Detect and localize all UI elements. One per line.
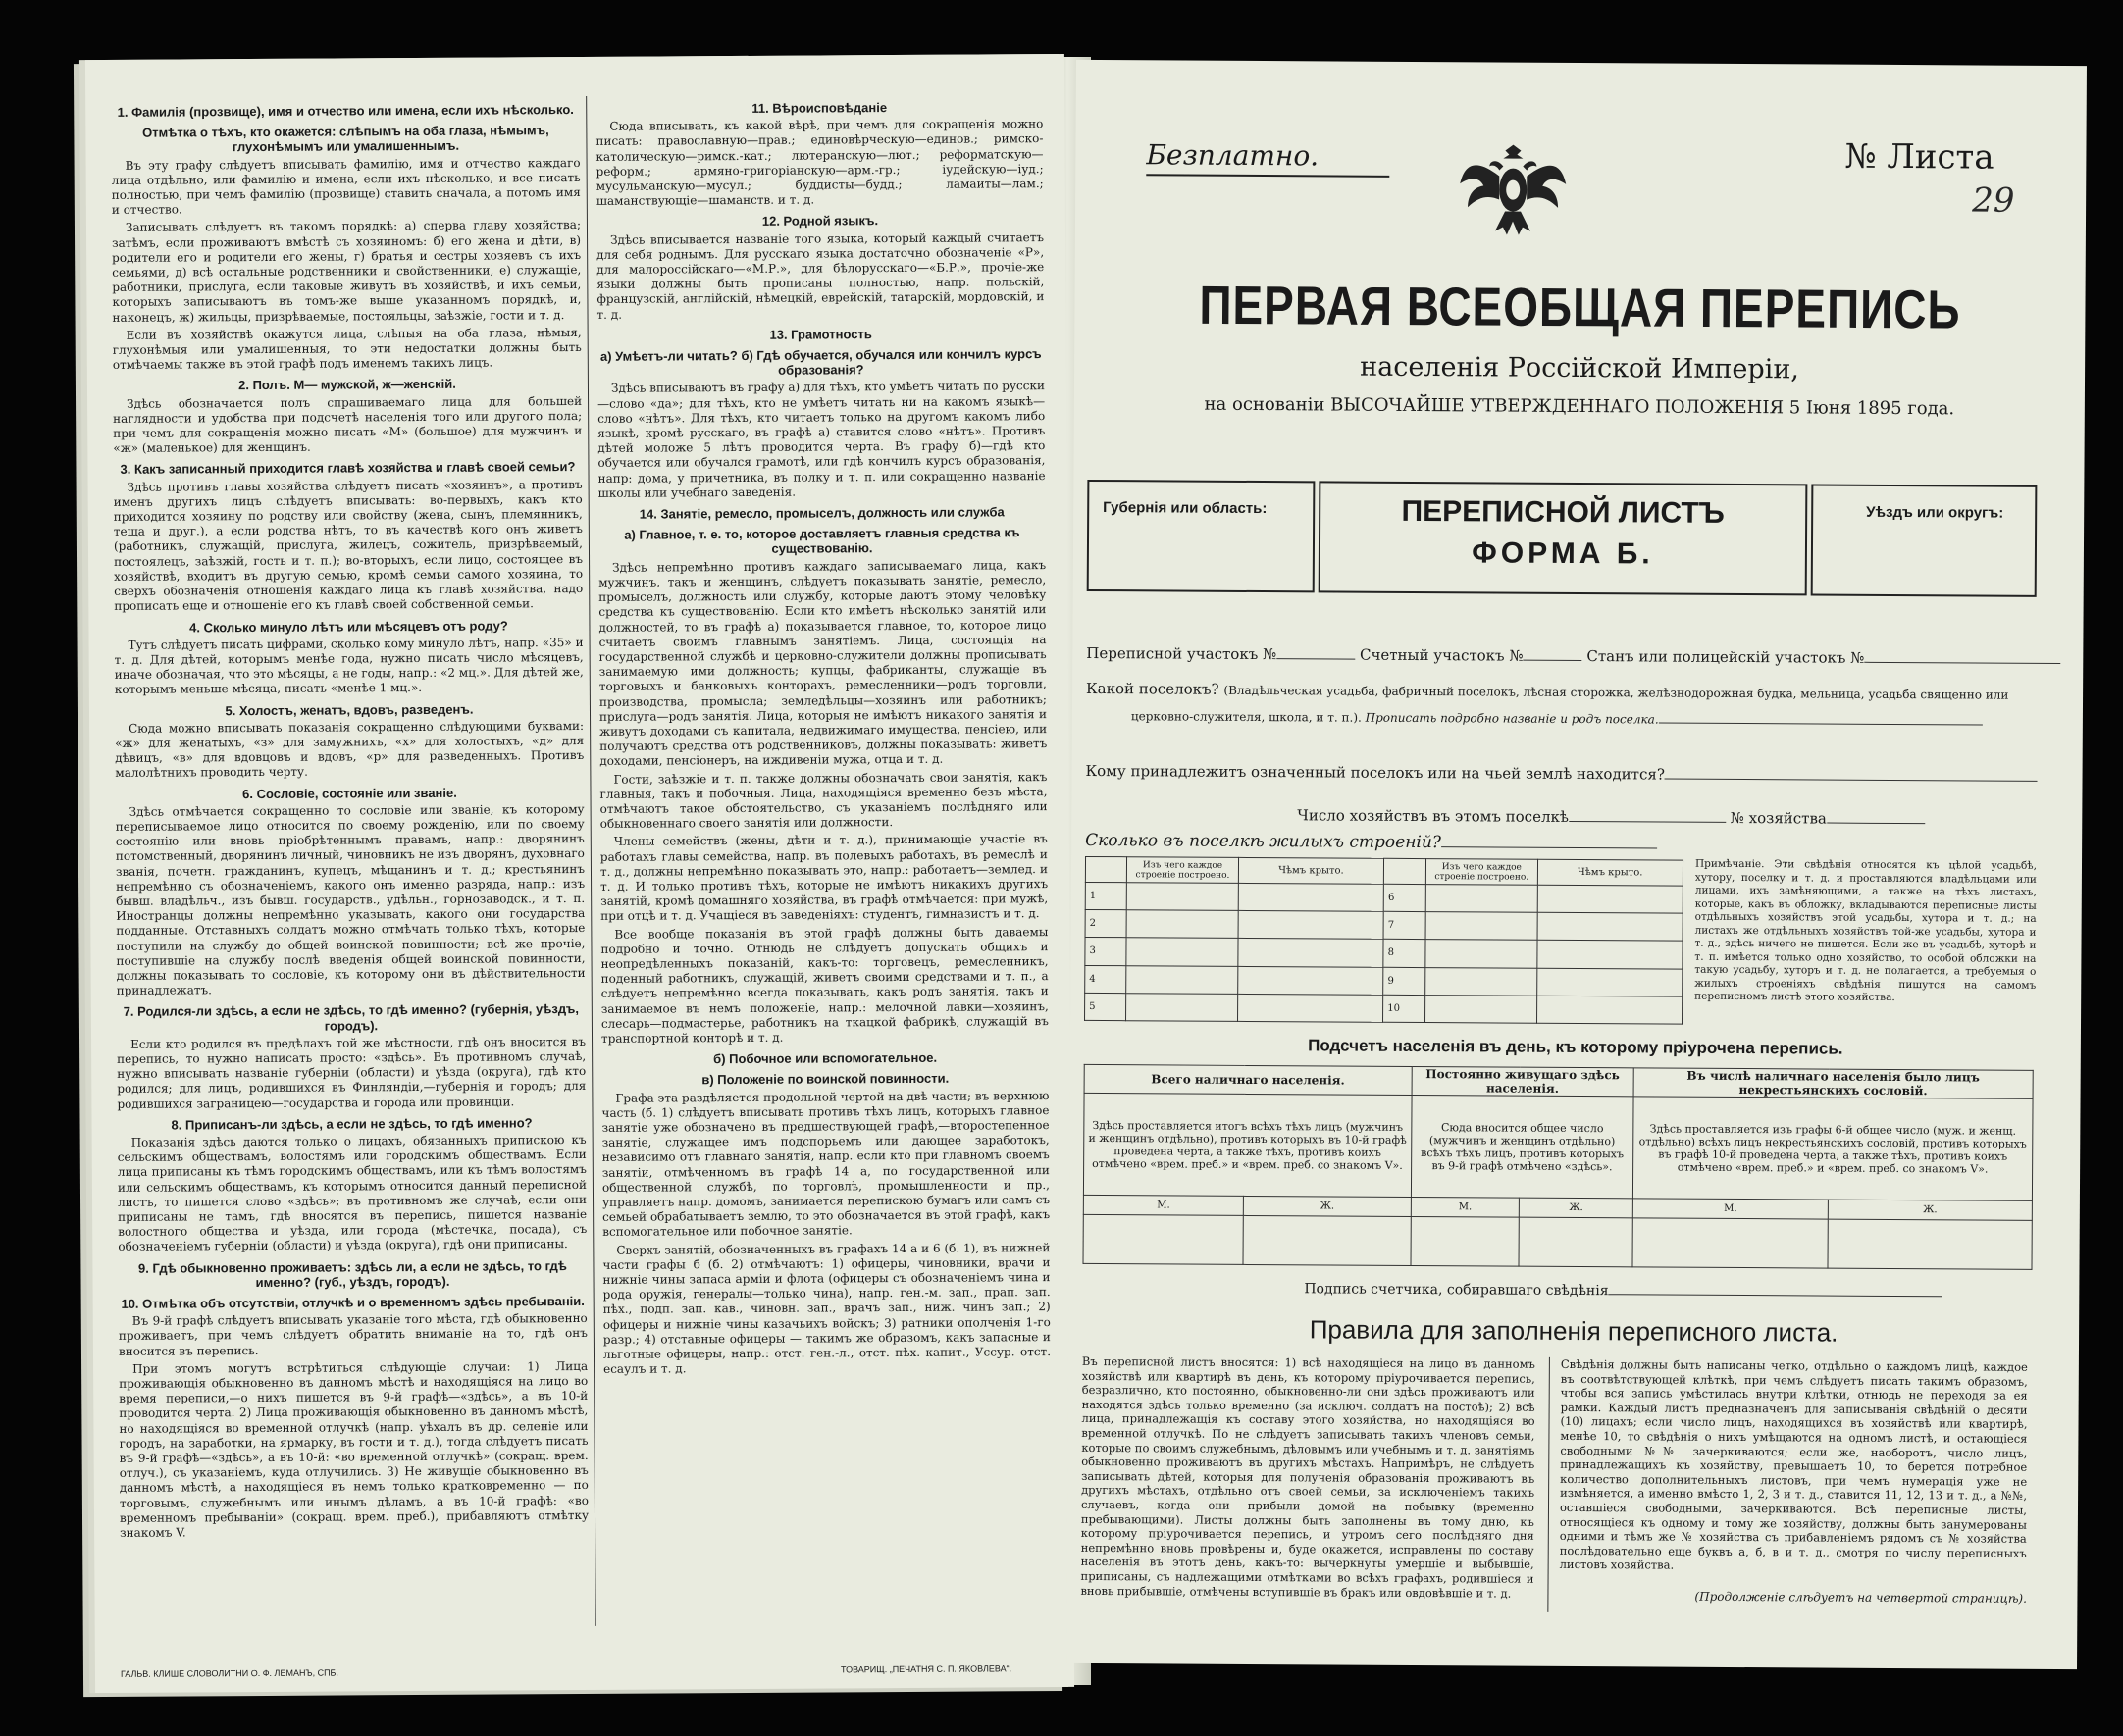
section-heading: 5. Холостъ, женатъ, вдовъ, разведенъ.: [225, 701, 474, 718]
instruction-paragraph: Гости, заѣзжіе и т. п. также должны обозначать свои занятія, какъ главныя, такъ и побочныя. Лица, находящіяся временно безъ мѣста, отмѣчаютъ такое обстоятельство, съ указаніемъ послѣдняго или обыкновеннаго своего занятія или должности.: [599, 769, 1048, 832]
row-number: 4: [1085, 965, 1126, 993]
count-district-label: Счетный участокъ №: [1359, 645, 1524, 665]
instruction-paragraph: Графа эта раздѣляется продольной чертой на двѣ части; въ верхнюю часть (б. 1) слѣдуетъ вписывать противъ тѣхъ лицъ, которыхъ главное занятіе уже обозначено въ предшествующей графѣ,—второстепенное занятіе, служащее имъ подспорьемъ или дающее заработокъ, независимо отъ главнаго занятія, напр. если кто при главномъ своемъ занятіи, отмѣченномъ въ графѣ 14 а, по государственной или общественной службѣ, по торговлѣ, промышленности и пр., управляетъ напр. домомъ, занимается перепискою бумагъ или самъ съ семьей обрабатываетъ землю, то это обозначается въ этой графѣ, какъ вспомогательное или побочное занятіе.: [601, 1088, 1051, 1240]
section-heading: 11. Вѣроисповѣданіе: [751, 100, 888, 116]
rules-title: Правила для заполненія переписного листа.: [1309, 1314, 1838, 1348]
roof-header-2: Чѣмъ крыто.: [1537, 859, 1683, 886]
settlement-hint-3: Прописать подробно названіе и родъ поселка.: [1365, 710, 1659, 727]
section-heading: 14. Занятіе, ремесло, промыселъ, должность или служба: [639, 504, 1005, 522]
section-heading: 7. Родился-ли здѣсь, а если не здѣсь, то гдѣ именно? (губернія, уѣздъ, городъ).: [123, 1001, 580, 1034]
male-header: М.: [1083, 1195, 1243, 1215]
section-heading: 1. Фамилія (прозвище), имя и отчество или имена, если ихъ нѣсколько.: [117, 102, 574, 120]
instruction-paragraph: Тутъ слѣдуетъ писать цифрами, сколько кому минуло лѣтъ, напр. «35» и т. д. Для дѣтей, которымъ менѣе года, нужно писать число мѣсяцевъ, иначе обозначая, что это мѣсяцы, а не годы, напр.: «2 мц.». Для дѣтей же, которымъ меньше мѣсяца, писать «менѣе 1 мц.».: [114, 635, 584, 697]
instruction-paragraph: Показанія здѣсь даются только о лицахъ, обязанныхъ припискою къ сельскимъ обществамъ, волостямъ или городскимъ обществамъ. Если лица приписаны къ тѣмъ городскимъ обществамъ, или къ тѣмъ волостямъ или сельскимъ обществамъ, къ которымъ относится данный переписной листъ, то пишется слово «здѣсь»; въ противномъ же случаѣ, если они приписаны не тамъ, гдѣ вносятся въ перепись, пишется названіе волостного общества и уѣзда, или города (мѣстечка, посада), съ обозначеніемъ губерніи (области) и уѣзда (округа), гдѣ они приписаны.: [117, 1132, 588, 1254]
instruction-paragraph: Если кто родился въ предѣлахъ той же мѣстности, гдѣ онъ вносится въ перепись, то нужно написать просто: «здѣсь». Въ противномъ случаѣ, нужно вписывать названіе губерніи (области) и уѣзда (округа), гдѣ кто родился; для лицъ, родившихся въ Финляндіи,—губернія и городъ; для родившихся заграницею—государства и города или провинціи.: [117, 1034, 587, 1111]
rules-left-column: Въ переписной листъ вносятся: 1) всѣ находящіеся на лицо въ данномъ хозяйствѣ или квартирѣ въ день, къ которому пріурочивается перепись, безразлично, кто постоянно, обыкновенно-ли они здѣсь проживаютъ или находятся здѣсь только временно (за исключ. солдатъ на постоѣ); 2) всѣ лица, принадлежащія къ составу этого хозяйства, но находящіяся во временной отлучкѣ. По не слѣдуетъ записывать такихъ членовъ семьи, которые по своимъ служебнымъ, дѣловымъ или учебнымъ и т. д. занятіямъ обыкновенно проживаютъ въ другихъ мѣстахъ. Напримѣръ, не слѣдуетъ записывать дѣтей, которыя для полученія образованія проживаютъ въ другихъ мѣстахъ, отдѣльно отъ своей семьи, за исключеніемъ такихъ случаевъ, когда они прибыли домой на побывку (временно пребывающими). Листы должны быть заполнены въ тому дню, къ которому пріурочивается перепись, и утромъ сего послѣдняго дня непремѣнно вновь провѣрены и, буде окажется, исправлены по составу населенія въ этотъ день, какъ-то: вычеркнуты умершіе и выбывшіе, приписаны, съ надлежащими отмѣтками во всѣхъ графахъ, родившіеся и вновь прибывшіе, отмѣчены вступившіе въ бракъ или овдовѣвшіе и т. д.: [1080, 1353, 1535, 1601]
population-count-table: [1083, 1064, 2034, 1270]
section-heading: Отмѣтка о тѣхъ, кто окажется: слѣпымъ на оба глаза, нѣмымъ, глухонѣмымъ или умалишеннымъ.: [142, 123, 549, 155]
row-number: 7: [1383, 911, 1425, 939]
female-header: Ж.: [1520, 1198, 1633, 1218]
buildings-note: Примѣчаніе. Эти свѣдѣнія относятся къ цѣлой усадьбѣ, хутору, поселку и т. д. и проставляются владѣльцами или лицами, ихъ замѣняющими, а также на тѣхъ листахъ, которые, какъ въ обложку, вкладываются переписные листы отдѣльныхъ хозяйствъ этой усадьбы, хутора и т. д.; на листахъ же отдѣльныхъ хозяйствъ той-же усадьбы, хутора и т. д., здѣсь ничего не пишется. Если же въ усадьбѣ, хуторѣ и т. п. имѣется только одно хозяйство, то особой обложки на такую усадьбу, хуторъ и т. д. не полагается, а требуемыя о жилыхъ строеніяхъ свѣдѣнія пишутся на самомъ переписномъ листѣ этого хозяйства.: [1694, 857, 2038, 1003]
printer-credit-left: ГАЛЬВ. КЛИШЕ СЛОВОЛИТНИ О. Ф. ЛЕМАНЪ, СПБ.: [120, 1667, 338, 1679]
section-heading: 12. Родной языкъ.: [761, 213, 879, 230]
free-of-charge-label: Безплатно.: [1146, 138, 1320, 173]
permanent-residents-text: Сюда вносится общее число (мужчинъ и женщинъ отдѣльно) всѣхъ тѣхъ лицъ, противъ которыхъ въ 9-й графѣ отмѣчено «здѣсь».: [1411, 1095, 1633, 1198]
settlement-hint: (Владѣльческая усадьба, фабричный поселокъ, лѣсная сторожка, желѣзнодорожная будка, мельница, усадьба священно или: [1223, 683, 2009, 702]
household-number-label: № хозяйства: [1730, 808, 1827, 828]
printer-credit-right: ТОВАРИЩ. „ПЕЧАТНЯ С. П. ЯКОВЛЕВА“.: [840, 1663, 1012, 1675]
signature-label: Подпись счетчика, собиравшаго свѣдѣнія: [1304, 1281, 1609, 1300]
form-variant: ФОРМА Б.: [1472, 536, 1654, 571]
section-heading: 2. Полъ. М— мужской, ж—женскій.: [238, 377, 456, 393]
rules-divider: [1547, 1357, 1550, 1612]
row-number: 10: [1383, 995, 1425, 1023]
free-underline: [1146, 174, 1389, 178]
section-heading: а) Главное, т. е. то, которое доставляетъ главныя средства къ существованію.: [624, 525, 1020, 557]
gubernia-box: [1087, 480, 1316, 592]
households-line: [1297, 806, 1925, 828]
instruction-paragraph: Здѣсь противъ главы хозяйства слѣдуетъ писать «хозяинъ», а противъ именъ другихъ лицъ слѣдуетъ вписывать: во-первыхъ, какъ кто приходится хозяину по родству или свойству (жена, сынъ, племянникъ, теща и друг.), а если родства нѣтъ, то въ качествѣ кого онъ живетъ (работникъ, служащій, прислуга, жилецъ, сожитель, призрѣваемый, постоялецъ, заѣзжій, гость и т. п.); во-вторыхъ, если лицо, состоящее въ хозяйствѣ, входитъ въ другую семью, кромѣ семьи самого хозяина, то сверхъ обозначенія отношенія каждаго лица къ главѣ хозяйства, надо прописать еще и отношеніе его къ главѣ своей собственной семьи.: [113, 477, 584, 614]
owner-line: [1086, 762, 2038, 786]
rules-right-column: Свѣдѣнія должны быть написаны четко, отдѣльно о каждомъ лицѣ, каждое въ соотвѣтствующей клѣткѣ, при чемъ слѣдуетъ писать такимъ образомъ, чтобы вся запись умѣстилась внутри клѣтки, отнюдь не переходя за ея рамки. Каждый листъ предназначенъ для записыванія свѣдѣній о десяти (10) лицахъ; если число лицъ, находящихся въ хозяйствѣ или квартирѣ, менѣе 10, то свѣдѣнія о нихъ умѣщаются на одномъ листѣ, и остающіеся свободными №№ зачеркиваются; если же, наоборотъ, число лицъ, принадлежащихъ къ хозяйству, превышаетъ 10, то берется потребное количество дополнительныхъ листовъ, при чемъ нумерація уже не измѣняется, а именно вмѣсто 1, 2, 3 и т. д., ставится 11, 12, 13 и т. д., а №№, оставшіеся свободными, зачеркиваются. Всѣ переписные листы, относящіеся къ одному и тому же хозяйству, должны быть занумерованы одними и тѣмъ же № хозяйства съ прибавленіемъ рядомъ съ № хозяйства послѣдовательно еще буквъ а, б, в и т. д., смотря по числу переписныхъ листовъ хозяйства.: [1559, 1356, 2028, 1572]
section-heading: в) Положеніе по воинской повинности.: [701, 1071, 950, 1088]
instruction-paragraph: Въ эту графу слѣдуетъ вписывать фамилію, имя и отчество каждаго лица отдѣльно, или фамилію и имена, если ихъ нѣсколько, и все писать полностью, при чемъ фамилію (прозвище) ставить сначала, а потомъ имя и отчество.: [111, 155, 581, 218]
instruction-paragraph: Члены семействъ (жены, дѣти и т. д.), принимающіе участіе въ работахъ главы семейства, напр. въ полевыхъ работахъ, въ ремеслѣ и т. д., должны непремѣнно показывать это, напр.: работаетъ—землед. и т. д. И только противъ тѣхъ, которые не имѣютъ никакихъ другихъ занятій, кромѣ домашняго хозяйства, въ графѣ отмѣчается: при мужѣ, при отцѣ и т. д. Учащіеся въ заведеніяхъ: студентъ, гимназистъ и т. д.: [599, 832, 1049, 924]
total-present-text: Здѣсь проставляется итогъ всѣхъ тѣхъ лицъ (мужчинъ и женщинъ отдѣльно), противъ которыхъ въ 10-й графѣ проведена черта, а также тѣхъ, противъ коихъ отмѣчено «врем. преб.» и «врем. преб. со знакомъ V».: [1083, 1093, 1411, 1197]
settlement-hint-2: церковно-служителя, школа, и т. п.).: [1130, 709, 1362, 725]
uezd-label: Уѣздъ или округъ:: [1866, 503, 2004, 522]
sheet-number-handwritten: 29: [1972, 180, 2015, 221]
roof-header: Чѣмъ крыто.: [1238, 857, 1383, 884]
police-district-label: Станъ или полицейскій участокъ №: [1586, 647, 1865, 667]
section-heading: а) Умѣетъ-ли читать? б) Гдѣ обучается, обучался или кончилъ курсъ образованія?: [599, 346, 1042, 379]
population-count-title: Подсчетъ населенія въ день, къ которому пріурочена перепись.: [1308, 1036, 1843, 1058]
instruction-paragraph: Здѣсь вписываютъ въ графу а) для тѣхъ, кто умѣетъ читать по русски—слово «да»; для тѣхъ, кто не умѣетъ читать ни на какомъ языкѣ—слово «нѣтъ». Для тѣхъ, кто читаетъ только на другомъ какомъ либо языкѣ, кромѣ русскаго, въ графѣ а) ставится слово «нѣтъ». Противъ дѣтей моложе 5 лѣтъ проводится черта. Въ графу б)—гдѣ кто обучается или обучался грамотѣ, или гдѣ кончилъ курсъ образованія, напр: дома, у причетника, въ полку и т. п. или сокращенно названіе школы или учебнаго заведенія.: [597, 379, 1046, 500]
section-heading: 10. Отмѣтка объ отсутствіи, отлучкѣ и о временномъ здѣсь пребываніи.: [121, 1294, 585, 1311]
settlement-label: Какой поселокъ?: [1086, 679, 1219, 698]
form-title-box: [1319, 481, 1808, 595]
instruction-paragraph: При этомъ могутъ встрѣтиться слѣдующіе случаи: 1) Лица проживающія обыкновенно въ данномъ мѣстѣ и находящіяся на лицо во время переписи,—о нихъ пишется въ 9-й графѣ—«здѣсь», а въ 10-й проводится черта. 2) Лица проживающія обыкновенно въ данномъ мѣстѣ, но находящіяся во временной отлучкѣ (напр. уѣхалъ въ др. селеніе или городъ, на заработки, на ярмарку, въ гости и т. д.), тогда слѣдуетъ писать въ 9-й графѣ—«здѣсь», а въ 10-й: «во временной отлучкѣ» (сокращ. врем. отлуч.), съ указаніемъ, куда отлучились. 3) Не живущіе обыкновенно въ данномъ мѣстѣ, а находящіеся въ немъ только кратковременно — по торговымъ, служебнымъ или инымъ дѣламъ, а въ 10-й графѣ: «во временномъ пребываніи» (сокращ. врем. преб.), прибавляютъ отмѣтку знакомъ V.: [119, 1358, 590, 1540]
instructions-column-1: [111, 96, 590, 1629]
section-heading: 3. Какъ записанный приходится главѣ хозяйства и главѣ своей семьи?: [120, 459, 576, 478]
non-peasant-header: Въ числѣ наличнаго населенія было лицъ некрестьянскихъ сословій.: [1633, 1068, 2033, 1098]
instruction-paragraph: Записывать слѣдуетъ въ такомъ порядкѣ: а) сперва главу хозяйства; затѣмъ, если проживаютъ вмѣстѣ съ хозяиномъ: б) его жена и дѣти, в) родители его и родители его жены, г) братья и сестры хозяевъ съ ихъ семьями, д) всѣ остальные родственники и свойственники, е) служащіе, работники, прислуга, если таковые живутъ въ хозяйствѣ, и ихъ семьи, которыхъ записываютъ въ томъ-же выше указанномъ порядкѣ, и, наконецъ, ж) жильцы, призрѣваемые, постояльцы, заѣзжіе, гости и т. д.: [112, 218, 582, 325]
section-heading: 6. Сословіе, состояніе или званіе.: [242, 785, 457, 801]
instruction-paragraph: Здѣсь непремѣнно противъ каждаго записываемаго лица, какъ мужчинъ, такъ и женщинъ, слѣдуетъ показывать занятіе, ремесло, промыселъ, должность или службу, которые даютъ этому человѣку средства къ существованію. Если кто имѣетъ нѣсколько занятій или должностей, то въ графѣ а) показывается главное, то, которое лицо считаетъ своимъ главнымъ занятіемъ. Лица, состоящія на государственной службѣ и церковно-служители должны прописывать занимаемую ими должность; купцы, фабриканты, служащіе въ торговыхъ и банковыхъ конторахъ, ремесленники—родъ торговли, производства, промысла; земледѣльцы—хозяинъ или работникъ; прислуга—родъ занятія. Лица, которыя не имѣютъ никакого занятія и живутъ доходами съ капитала, недвижимаго имущества, пенсіею, или получаютъ средства отъ родственниковъ, должны показывать: живетъ доходами, пенсіонеръ, на иждивеніи мужа, отца и т. д.: [598, 557, 1048, 769]
instruction-paragraph: Здѣсь вписывается названіе того языка, который каждый считаетъ для себя роднымъ. Для русскаго языка достаточно обозначеніе «Р», для малороссійскаго—«М.Р.», для бѣлорусскаго—«Б.Р.», прочіе-же языки должны быть прописаны полностью, напр. польскій, французскій, англійскій, нѣмецкій, еврейскій, татарскій, мордовскій, и т. д.: [596, 230, 1045, 322]
census-subtitle: населенія Россійской Имперіи,: [1360, 351, 1800, 385]
section-heading: 13. Грамотность: [769, 327, 872, 342]
non-peasant-text: Здѣсь проставляется изъ графы 6-й общее число (муж. и женщ. отдѣльно) всѣхъ лицъ некрестьянскихъ сословій, противъ которыхъ въ графѣ 10-й проведена черта, а также тѣхъ, противъ коихъ отмѣчено «врем. преб.» и «врем. преб. со знакомъ V».: [1632, 1097, 2033, 1200]
row-number: 8: [1383, 940, 1425, 967]
instruction-paragraph: Если въ хозяйствѣ окажутся лица, слѣпыя на оба глаза, нѣмыя, глухонѣмыя или умалишенныя, то эти недостатки должны быть отмѣчаемы также въ этой графѣ подъ именемъ такихъ лицъ.: [112, 325, 582, 373]
row-number: 9: [1383, 967, 1425, 995]
census-title: ПЕРВАЯ ВСЕОБЩАЯ ПЕРЕПИСЬ: [1199, 274, 1961, 340]
right-page: [1066, 60, 2087, 1669]
continued-note: (Продолженіе слѣдуетъ на четвертой страницѣ).: [1694, 1589, 2027, 1606]
male-header: М.: [1632, 1199, 1828, 1219]
district-line: [1086, 644, 2060, 668]
owner-label: Кому принадлежитъ означенный поселокъ или на чьей землѣ находится?: [1085, 761, 1665, 784]
row-number: 6: [1383, 884, 1425, 911]
buildings-table: [1084, 856, 1683, 1025]
census-district-label: Переписной участокъ №: [1086, 643, 1277, 664]
left-page: [85, 54, 1074, 1693]
gubernia-label: Губернія или область:: [1103, 499, 1268, 518]
form-title: ПЕРЕПИСНОЙ ЛИСТЪ: [1401, 494, 1725, 530]
households-count-label: Число хозяйствъ въ этомъ поселкѣ: [1297, 806, 1569, 826]
instruction-paragraph: Здѣсь обозначается полъ спрашиваемаго лица для большей наглядности и удобства при подсчетѣ населенія того или другого пола; при чемъ для сокращенія можно писать «М» (большое) для мужчинъ и «ж» (маленькое) для женщинъ.: [113, 393, 583, 456]
section-heading: б) Побочное или вспомогательное.: [713, 1049, 938, 1067]
instruction-paragraph: Здѣсь отмѣчается сокращенно то сословіе или званіе, къ которому переписываемое лицо относится по своему рожденію, или по своему состоянію или вновь пріобрѣтеннымъ правамъ, напр.: дворянинъ потомственный, дворянинъ личный, чиновникъ не изъ дворянъ, духовнаго званія, почетн. гражданинъ, купецъ, мѣщанинъ и т. д.; крестьянинъ непремѣнно съ обозначеніемъ, какого онъ именно разряда, напр.: изъ бывш. владѣльч., изъ бывш. государств., удѣльн., горнозаводск., и т. п. Иностранцы должны непремѣнно указывать, какого они государства подданные. Отставныхъ солдатъ можно отмѣчать только тѣхъ, которые поступили на службу до общей воинской повинности; всѣ же прочіе, поступившіе на службу послѣ введенія общей воинской повинности, должны показывать то сословіе, къ которому они въ дѣйствительности принадлежатъ.: [115, 801, 586, 998]
total-present-header: Всего наличнаго населенія.: [1084, 1064, 1412, 1095]
sheet-number-label: № Листа: [1844, 136, 1994, 178]
instruction-paragraph: Все вообще показанія въ этой графѣ должны быть даваемы подробно и точно. Отнюдь не слѣдуетъ допускать общихъ и неопредѣленныхъ показаній, какъ-то: торговецъ, ремесленникъ, поденный работникъ, служащій, живетъ своими средствами и т. п., а слѣдуетъ непремѣнно всегда показывать, какъ родъ занятія, такъ и занимаемое въ немъ положеніе, напр.: мелочной лавки—хозяинъ, слесарь—подмастерье, работникъ на ткацкой фабрикѣ, служащій въ транспортной конторѣ и т. д.: [600, 924, 1049, 1046]
imperial-eagle-icon: [1454, 127, 1573, 245]
row-number: 2: [1085, 910, 1126, 938]
instruction-paragraph: Сюда можно вписывать показанія сокращенно слѣдующими буквами: «ж» для женатыхъ, «з» для замужнихъ, «х» для холостыхъ, «д» для дѣвицъ, «в» для вдовцовъ и вдовъ, «р» для разведенныхъ. Противъ малолѣтнихъ проводить черту.: [115, 718, 585, 781]
instruction-paragraph: Въ 9-й графѣ слѣдуетъ вписывать указаніе того мѣста, гдѣ обыкновенно проживаетъ, при чемъ слѣдуетъ обратить вниманіе на то, гдѣ онъ вносится въ перепись.: [118, 1311, 588, 1358]
male-header: М.: [1411, 1197, 1520, 1217]
uezd-box: [1811, 484, 2038, 596]
instruction-paragraph: Сюда вписывать, къ какой вѣрѣ, при чемъ для сокращенія можно писать: православную—прав.; единовѣрческую—единов.; римско-католическую—римск.-кат.; лютеранскую—лют.; реформатскую—реформ.; армяно-григоріанскую—арм.-гр.; іудейскую—іуд.; мусульманскую—мусул.; буддисты—будд.; ламаиты—лам.; шаманствующіе—шаманств. и т. д.: [595, 117, 1044, 209]
female-header: Ж.: [1828, 1200, 2032, 1220]
row-number: 3: [1085, 938, 1126, 965]
row-number: 1: [1085, 882, 1126, 909]
section-heading: 4. Сколько минуло лѣтъ или мѣсяцевъ отъ роду?: [189, 617, 508, 635]
female-header: Ж.: [1244, 1196, 1412, 1216]
census-basis: на основаніи ВЫСОЧАЙШЕ УТВЕРЖДЕННАГО ПОЛОЖЕНІЯ 5 Іюня 1895 года.: [1204, 393, 1955, 420]
permanent-residents-header: Постоянно живущаго здѣсь населенія.: [1412, 1066, 1633, 1096]
buildings-label: Сколько въ поселкѣ жилыхъ строеній?: [1085, 830, 1442, 853]
instructions-column-2: [595, 93, 1053, 1626]
material-header: Изъ чего каждое строеніе построено.: [1127, 857, 1239, 884]
section-heading: 9. Гдѣ обыкновенно проживаетъ: здѣсь ли, а если не здѣсь, то гдѣ именно? (губ., уѣздъ, городъ).: [137, 1257, 567, 1290]
material-header-2: Изъ чего каждое строеніе построено.: [1425, 859, 1537, 886]
signature-line: [1304, 1281, 1942, 1301]
row-number: 5: [1085, 993, 1126, 1021]
buildings-line: [1085, 831, 1657, 854]
settlement-hint-line: [1131, 709, 1983, 728]
section-heading: 8. Приписанъ-ли здѣсь, а если не здѣсь, то гдѣ именно?: [171, 1115, 533, 1133]
instruction-paragraph: Сверхъ занятій, обозначенныхъ въ графахъ 14 а и 6 (б. 1), въ нижней части графы б (б. 2) отмѣчаютъ: 1) офицеры, чиновники, врачи и нижніе чины запаса арміи и флота (офицеры съ обозначеніемъ чина и рода оружія, генералы—только чина), напр. ген.-м. зап., прап. зап. пѣх., подп. зап. кав., чиновн. зап., врачъ зап., ниж. чинъ зап.; 2) офицеры и нижніе чины казачьихъ войскъ; 3) ратники ополченія 1-го разр.; 4) отставные офицеры — такимъ же образомъ, какъ запасные и льготные офицеры, напр.: отст. ген.-л., отст. пѣх. капит., Уссур. отст. есаулъ и т. д.: [602, 1240, 1052, 1377]
settlement-line: [1086, 680, 2008, 703]
